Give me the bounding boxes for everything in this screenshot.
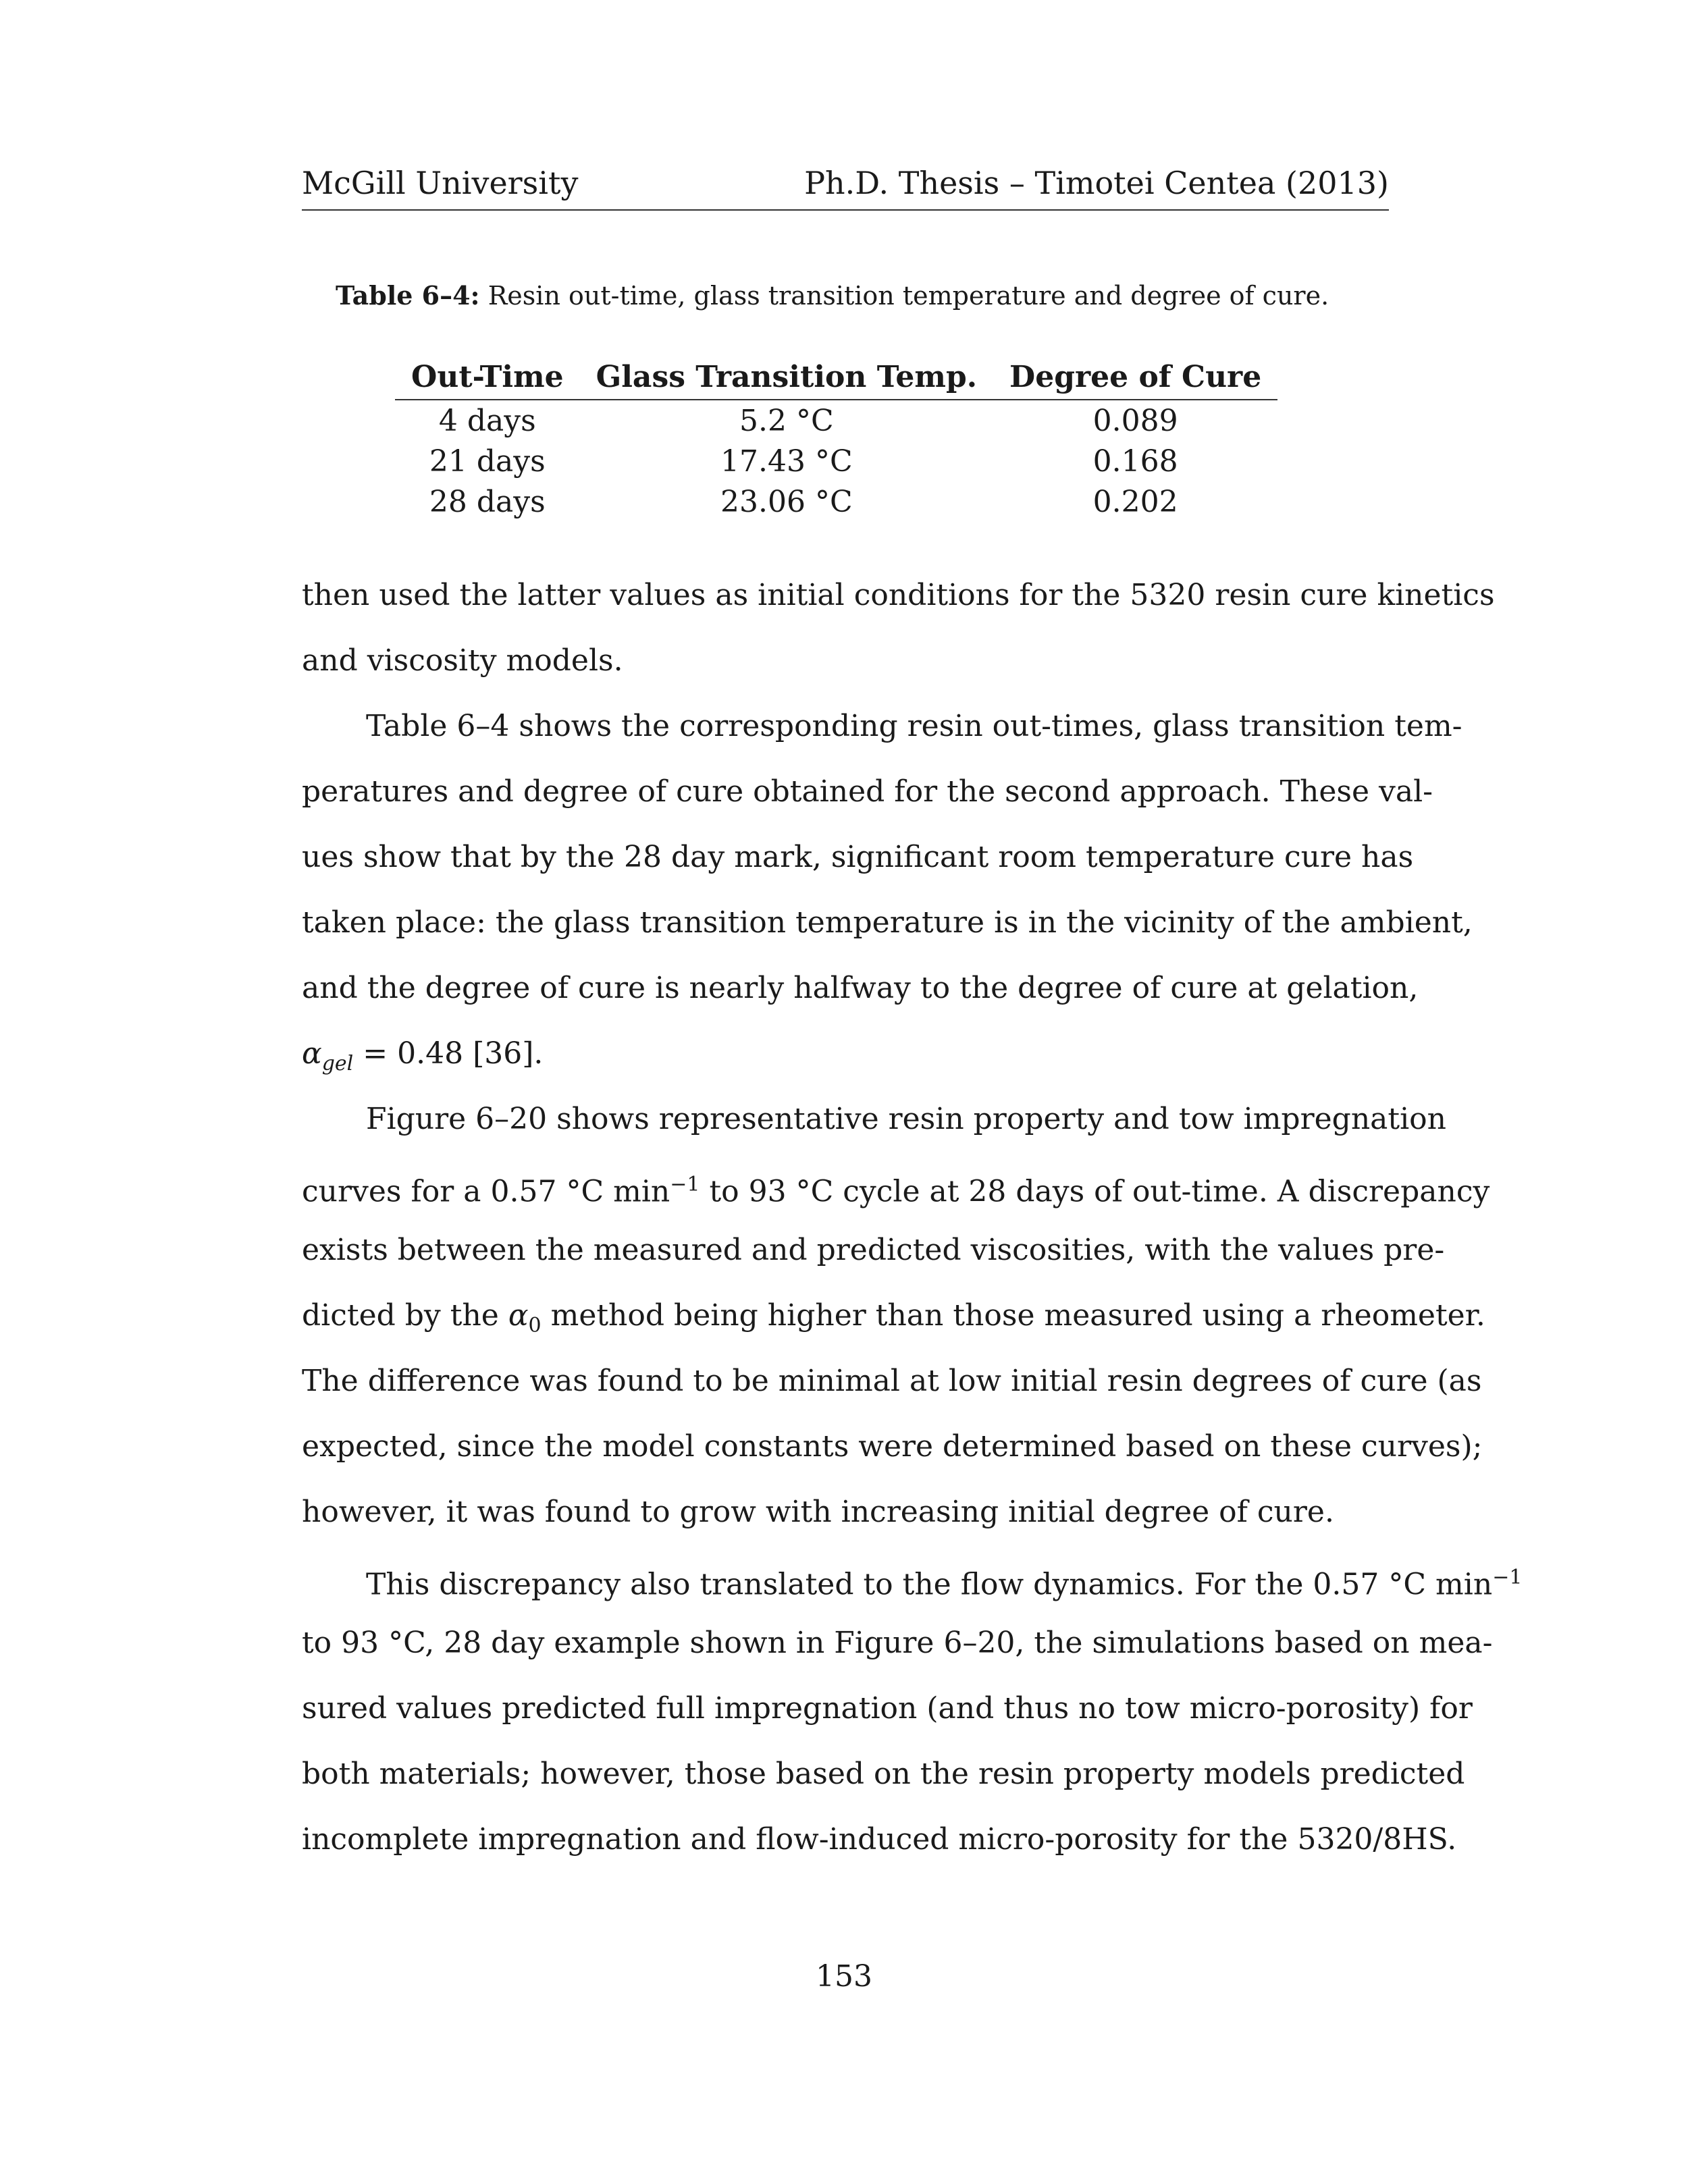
body-text-line: taken place: the glass transition temperature is in the vicinity of the ambient, <box>302 905 1473 940</box>
body-text-line: expected, since the model constants were determined based on these curves); <box>302 1429 1483 1464</box>
body-text-line: and viscosity models. <box>302 643 623 678</box>
header-thesis-title: Ph.D. Thesis – Timotei Centea (2013) <box>804 165 1389 201</box>
text-fragment: method being higher than those measured using a rheometer. <box>541 1298 1485 1333</box>
table-cell: 0.168 <box>1092 444 1178 479</box>
text-fragment: to 93 °C cycle at 28 days of out-time. A discrepancy <box>700 1174 1490 1209</box>
text-fragment: dicted by the <box>302 1298 508 1333</box>
body-text-line: Table 6–4 shows the corresponding resin out-times, glass transition tem- <box>366 709 1462 743</box>
body-text-line: however, it was found to grow with increasing initial degree of cure. <box>302 1495 1334 1529</box>
body-text-line: ues show that by the 28 day mark, significant room temperature cure has <box>302 840 1414 874</box>
body-text-line <box>302 1298 1485 1341</box>
page-number: 153 <box>816 1959 872 1994</box>
body-text-line: peratures and degree of cure obtained for the second approach. These val- <box>302 774 1433 809</box>
table-row <box>395 481 1277 522</box>
body-text-line: incomplete impregnation and flow-induced micro-porosity for the 5320/8HS. <box>302 1822 1457 1857</box>
text-fragment: curves for a 0.57 °C min <box>302 1174 670 1209</box>
header-institution: McGill University <box>302 165 579 201</box>
math-expression: = 0.48 [36]. <box>353 1036 544 1071</box>
table-cell: 21 days <box>429 444 546 479</box>
body-text-line: sured values predicted full impregnation (and thus no tow micro-porosity) for <box>302 1691 1473 1726</box>
table-caption-label: Table 6–4: <box>336 280 480 311</box>
body-text-line <box>302 1036 1389 1079</box>
body-text-line: The difference was found to be minimal at low initial resin degrees of cure (as <box>302 1364 1482 1398</box>
body-text-line: both materials; however, those based on the resin property models predicted <box>302 1757 1465 1791</box>
table-row <box>395 400 1277 441</box>
data-table <box>395 354 1277 522</box>
table-header-row <box>395 354 1277 400</box>
table-cell: 0.089 <box>1092 403 1178 438</box>
column-header-degree-of-cure: Degree of Cure <box>993 354 1277 400</box>
body-text-line <box>302 1170 1490 1209</box>
body-text-line: then used the latter values as initial conditions for the 5320 resin cure kinetics <box>302 578 1495 612</box>
math-subscript: gel <box>321 1051 354 1075</box>
table-cell: 4 days <box>438 403 536 438</box>
superscript: −1 <box>1492 1566 1523 1589</box>
body-text-line: Figure 6–20 shows representative resin property and tow impregnation <box>366 1102 1446 1136</box>
table-cell: 0.202 <box>1092 484 1178 519</box>
table-caption <box>336 280 1375 311</box>
text-fragment: This discrepancy also translated to the flow dynamics. For the 0.57 °C min <box>366 1567 1493 1602</box>
body-text-line <box>302 1563 1523 1602</box>
running-header <box>302 162 1389 211</box>
table-cell: 5.2 °C <box>739 403 834 438</box>
body-text-line: exists between the measured and predicted viscosities, with the values pre- <box>302 1233 1445 1267</box>
body-text-line: and the degree of cure is nearly halfway to the degree of cure at gelation, <box>302 971 1419 1005</box>
math-alpha: α <box>302 1036 322 1071</box>
table-cell: 23.06 °C <box>720 484 853 519</box>
column-header-glass-transition: Glass Transition Temp. <box>580 354 993 400</box>
table-caption-text: Resin out-time, glass transition temperature and degree of cure. <box>487 281 1329 311</box>
column-header-out-time: Out-Time <box>395 354 580 400</box>
body-text-line: to 93 °C, 28 day example shown in Figure 6–20, the simulations based on mea- <box>302 1626 1493 1660</box>
table-cell: 17.43 °C <box>720 444 853 479</box>
superscript: −1 <box>670 1173 700 1196</box>
math-alpha: α <box>508 1298 529 1333</box>
table-row <box>395 441 1277 481</box>
math-subscript: 0 <box>528 1313 542 1337</box>
table-cell: 28 days <box>429 484 546 519</box>
